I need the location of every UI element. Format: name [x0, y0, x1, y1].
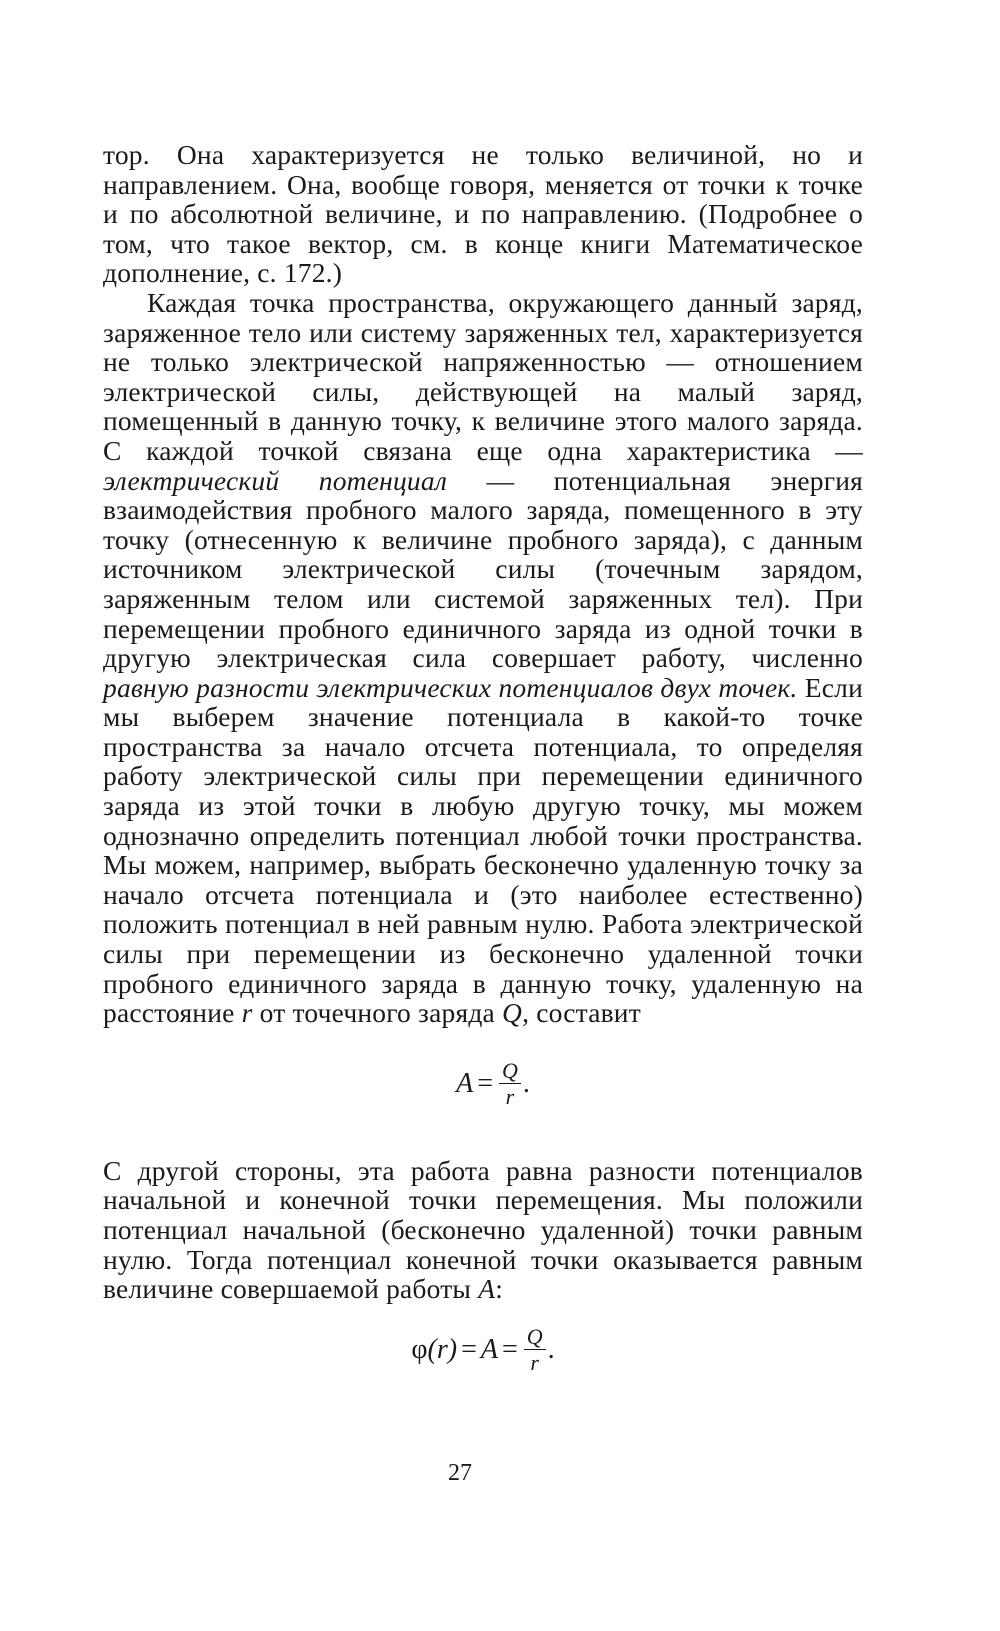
page-content: [103, 140, 863, 1374]
formula-1-period: .: [522, 1067, 530, 1099]
formula-2-fraction: [524, 1323, 546, 1375]
paragraph-1-text: тор. Она характеризуется не только величиной, но и направлением. Она, вообще говоря, меняется от точки к точке и по абсолютной величине, и по направлению. (Подробнее о том, что такое вектор, см. в конце книги Математическое дополнение, с. 172.): [103, 139, 863, 289]
paragraph-3: [103, 1156, 863, 1304]
paragraph-2-text-e: , составит: [522, 997, 641, 1029]
variable-r: r: [241, 997, 253, 1029]
paragraph-2: [103, 288, 863, 1028]
paragraph-2-text-b: — потенциальная энергия взаимодействия пробного малого заряда, помещенного в эту точку (отнесенную к величине пробного заряда), с данным источником электрической силы (точечным зарядом, заряженным телом или системой заряженных тел). При перемещении пробного единичного заряда из одной точки в другую электрическая сила совершает работу, численно: [103, 464, 863, 674]
page-number: 27: [448, 1460, 472, 1486]
formula-2-equals-2: =: [501, 1333, 518, 1365]
formula-1-numerator: Q: [499, 1060, 521, 1084]
formula-1-equals: =: [477, 1067, 493, 1099]
formula-2-denominator: r: [530, 1349, 539, 1375]
variable-q: Q: [502, 997, 523, 1029]
formula-2-phi: φ: [411, 1333, 428, 1365]
formula-2-work: A: [480, 1333, 498, 1365]
paragraph-2-text-c: Если мы выберем значение потенциала в какой-то точке пространства за начало отсчета потенциала, то определяя работу электрической силы при перемещении единичного заряда из этой точки в любую другую точку, мы можем однозначно определить потенциал любой точки пространства. Мы можем, например, выбрать бесконечно удаленную точку за начало отсчета потенциала и (это наиболее естественно) положить потенциал в ней равным нулю. Работа электрической силы при перемещении из бесконечно удаленной точки пробного единичного заряда в данную точку, удаленную на расстояние: [103, 671, 863, 1029]
formula-1-fraction: [499, 1057, 521, 1109]
paragraph-2-text-a: Каждая точка пространства, окружающего данный заряд, заряженное тело или систему заряженных тел, характеризуется не только электрической напряженностью — отношением электрической силы, действующей на малый заряд, помещенный в данную точку, к величине этого малого заряда. С каждой точкой связана еще одна характеристика —: [103, 286, 863, 466]
formula-2-equals-1: =: [461, 1333, 477, 1365]
formula-2-period: .: [547, 1333, 555, 1365]
paragraph-3-text-b: :: [495, 1273, 504, 1305]
formula-potential: [103, 1323, 863, 1375]
term-electric-potential: электрический потенциал: [103, 464, 448, 496]
formula-2-numerator: Q: [524, 1326, 546, 1350]
formula-1-denominator: r: [505, 1083, 515, 1109]
paragraph-1: [103, 140, 863, 288]
emphasis-potential-difference: равную разности электрических потенциалов двух точек.: [103, 671, 798, 703]
formula-work: [103, 1057, 863, 1109]
paragraph-2-text-d: от точечного заряда: [252, 997, 502, 1029]
formula-2-argument: (r): [427, 1333, 458, 1365]
variable-a: A: [478, 1273, 496, 1305]
paragraph-3-text-a: С другой стороны, эта работа равна разности потенциалов начальной и конечной точки перемещения. Мы положили потенциал начальной (бесконечно удаленной) точки равным нулю. Тогда потенциал конечной точки оказывается равным величине совершаемой работы: [103, 1154, 863, 1305]
formula-1-lhs: A: [456, 1067, 474, 1099]
